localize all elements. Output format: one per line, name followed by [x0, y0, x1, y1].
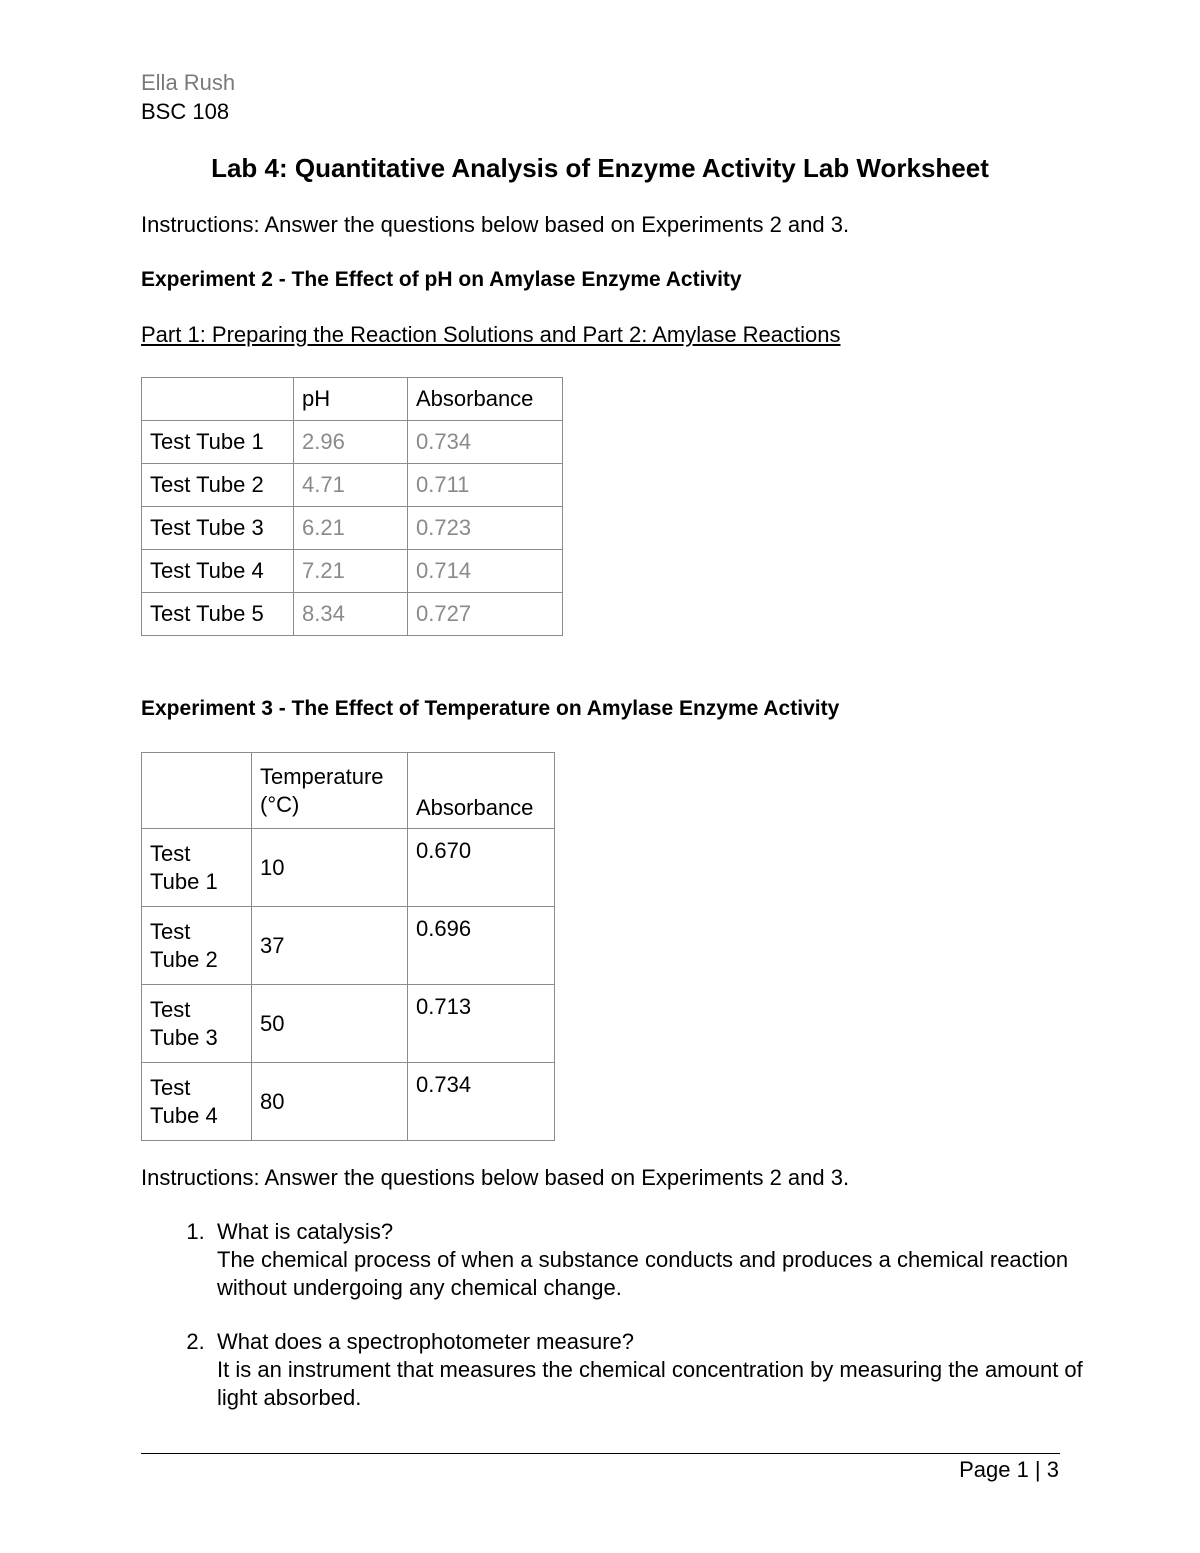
list-item [217, 1328, 1117, 1412]
table-row [142, 829, 555, 907]
experiment2-heading: Experiment 2 - The Effect of pH on Amylase Enzyme Activity [141, 268, 742, 291]
list-item [217, 1218, 1117, 1302]
course-code: BSC 108 [141, 99, 230, 124]
page-title: Lab 4: Quantitative Analysis of Enzyme Activity Lab Worksheet [211, 153, 989, 183]
table-row [142, 985, 555, 1063]
question-text: 2. What does a spectrophotometer measure? [217, 1329, 635, 1354]
answer-text: It is an instrument that measures the chemical concentration by measuring the amount of light absorbed. [217, 1357, 1083, 1410]
table-header-row [142, 753, 555, 829]
table-row [142, 507, 563, 550]
ph-value: 2.96 [294, 421, 408, 464]
table-row [142, 1063, 555, 1141]
row-label: Test Tube 2 [142, 907, 252, 985]
ph-table [141, 377, 563, 636]
footer-divider [141, 1453, 1060, 1454]
absorbance-value: 0.714 [408, 550, 563, 593]
table-row [142, 907, 555, 985]
temperature-value: 37 [252, 907, 408, 985]
table-row [142, 593, 563, 636]
absorbance-value: 0.696 [408, 907, 555, 985]
absorbance-value: 0.711 [408, 464, 563, 507]
table-header-cell: Absorbance [408, 378, 563, 421]
ph-value: 4.71 [294, 464, 408, 507]
table-header-cell: Temperature (°C) [252, 753, 408, 829]
absorbance-value: 0.734 [408, 1063, 555, 1141]
row-label: Test Tube 5 [142, 593, 294, 636]
experiment3-heading: Experiment 3 - The Effect of Temperature on Amylase Enzyme Activity [141, 697, 840, 720]
question-text: 1. What is catalysis? [217, 1219, 394, 1244]
absorbance-value: 0.713 [408, 985, 555, 1063]
table-row [142, 464, 563, 507]
table-row [142, 421, 563, 464]
question-list [141, 1218, 1117, 1438]
row-label: Test Tube 1 [142, 829, 252, 907]
absorbance-value: 0.670 [408, 829, 555, 907]
row-label: Test Tube 2 [142, 464, 294, 507]
ph-value: 8.34 [294, 593, 408, 636]
absorbance-value: 0.727 [408, 593, 563, 636]
row-label: Test Tube 4 [142, 550, 294, 593]
table-header-cell [142, 378, 294, 421]
row-label: Test Tube 4 [142, 1063, 252, 1141]
answer-text: The chemical process of when a substance conducts and produces a chemical reaction without undergoing any chemical change. [217, 1247, 1069, 1300]
table-header-cell [142, 753, 252, 829]
table-header-row [142, 378, 563, 421]
row-label: Test Tube 1 [142, 421, 294, 464]
temperature-table [141, 752, 555, 1141]
table-header-cell: pH [294, 378, 408, 421]
absorbance-value: 0.723 [408, 507, 563, 550]
ph-value: 6.21 [294, 507, 408, 550]
experiment2-subheading: Part 1: Preparing the Reaction Solutions and Part 2: Amylase Reactions [141, 322, 841, 347]
temperature-value: 50 [252, 985, 408, 1063]
table-row [142, 550, 563, 593]
author-name: Ella Rush [141, 70, 236, 95]
instructions-top: Instructions: Answer the questions below based on Experiments 2 and 3. [141, 212, 850, 237]
temperature-value: 80 [252, 1063, 408, 1141]
page-number: Page 1 | 3 [959, 1457, 1059, 1482]
table-header-cell: Absorbance [408, 753, 555, 829]
row-label: Test Tube 3 [142, 985, 252, 1063]
row-label: Test Tube 3 [142, 507, 294, 550]
instructions-bottom: Instructions: Answer the questions below based on Experiments 2 and 3. [141, 1165, 850, 1190]
ph-value: 7.21 [294, 550, 408, 593]
absorbance-value: 0.734 [408, 421, 563, 464]
temperature-value: 10 [252, 829, 408, 907]
